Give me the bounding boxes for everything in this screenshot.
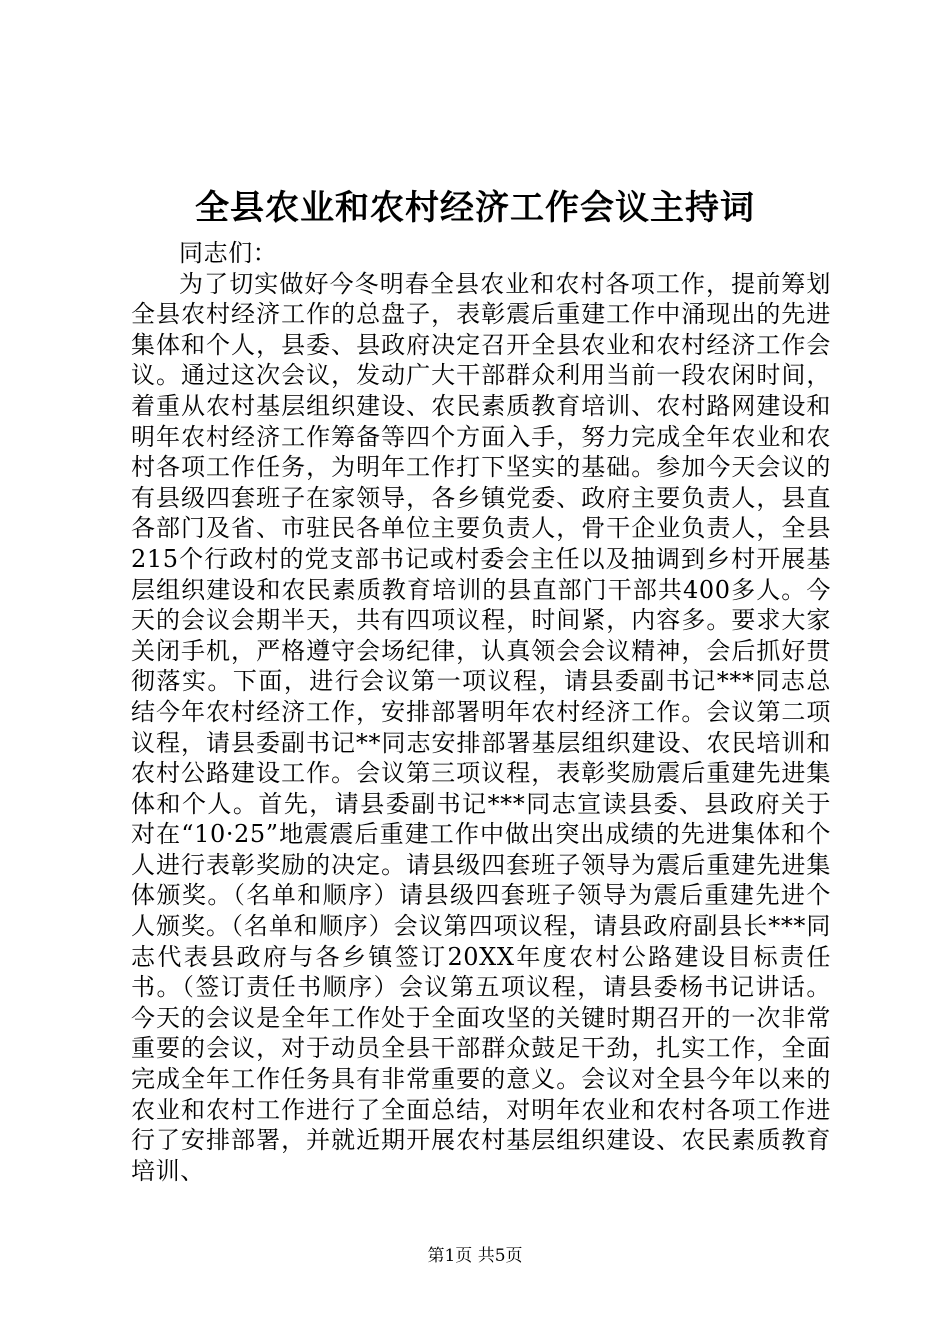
document-title: 全县农业和农村经济工作会议主持词 — [195, 188, 755, 228]
document-body — [131, 238, 831, 1186]
salutation: 同志们： — [179, 239, 278, 267]
page-indicator: 第1页 共5页 — [427, 1246, 523, 1266]
body-paragraph: 为了切实做好今冬明春全县农业和农村各项工作，提前筹划全县农村经济工作的总盘子，表彰震后重建工作中涌现出的先进集体和个人，县委、县政府决定召开全县农业和农村经济工作会议。通过这次会议，发动广大干部群众利用当前一段农闲时间，着重从农村基层组织建设、农民素质教育培训、农村路网建设和明年农村经济工作筹备等四个方面入手，努力完成全年农业和农村各项工作任务，为明年工作打下坚实的基础。参加今天会议的有县级四套班子在家领导，各乡镇党委、政府主要负责人，县直各部门及省、市驻民各单位主要负责人，骨干企业负责人，全县215个行政村的党支部书记或村委会主任以及抽调到乡村开展基层组织建设和农民素质教育培训的县直部门干部共400多人。今天的会议会期半天，共有四项议程，时间紧，内容多。要求大家关闭手机，严格遵守会场纪律，认真领会会议精神，会后抓好贯彻落实。下面，进行会议第一项议程，请县委副书记***同志总结今年农村经济工作，安排部署明年农村经济工作。会议第二项议程，请县委副书记**同志安排部署基层组织建设、农民培训和农村公路建设工作。会议第三项议程，表彰奖励震后重建先进集体和个人。首先，请县委副书记***同志宣读县委、县政府关于对在“10·25”地震震后重建工作中做出突出成绩的先进集体和个人进行表彰奖励的决定。请县级四套班子领导为震后重建先进集体颁奖。（名单和顺序）请县级四套班子领导为震后重建先进个人颁奖。（名单和顺序）会议第四项议程，请县政府副县长***同志代表县政府与各乡镇签订20XX年度农村公路建设目标责任书。（签订责任书顺序）会议第五项议程，请县委杨书记讲话。今天的会议是全年工作处于全面攻坚的关键时期召开的一次非常重要的会议，对于动员全县干部群众鼓足干劲，扎实工作，全面完成全年工作任务具有非常重要的意义。会议对全县今年以来的农业和农村工作进行了全面总结，对明年农业和农村各项工作进行了安排部署，并就近期开展农村基层组织建设、农民素质教育培训、 — [131, 269, 831, 1185]
